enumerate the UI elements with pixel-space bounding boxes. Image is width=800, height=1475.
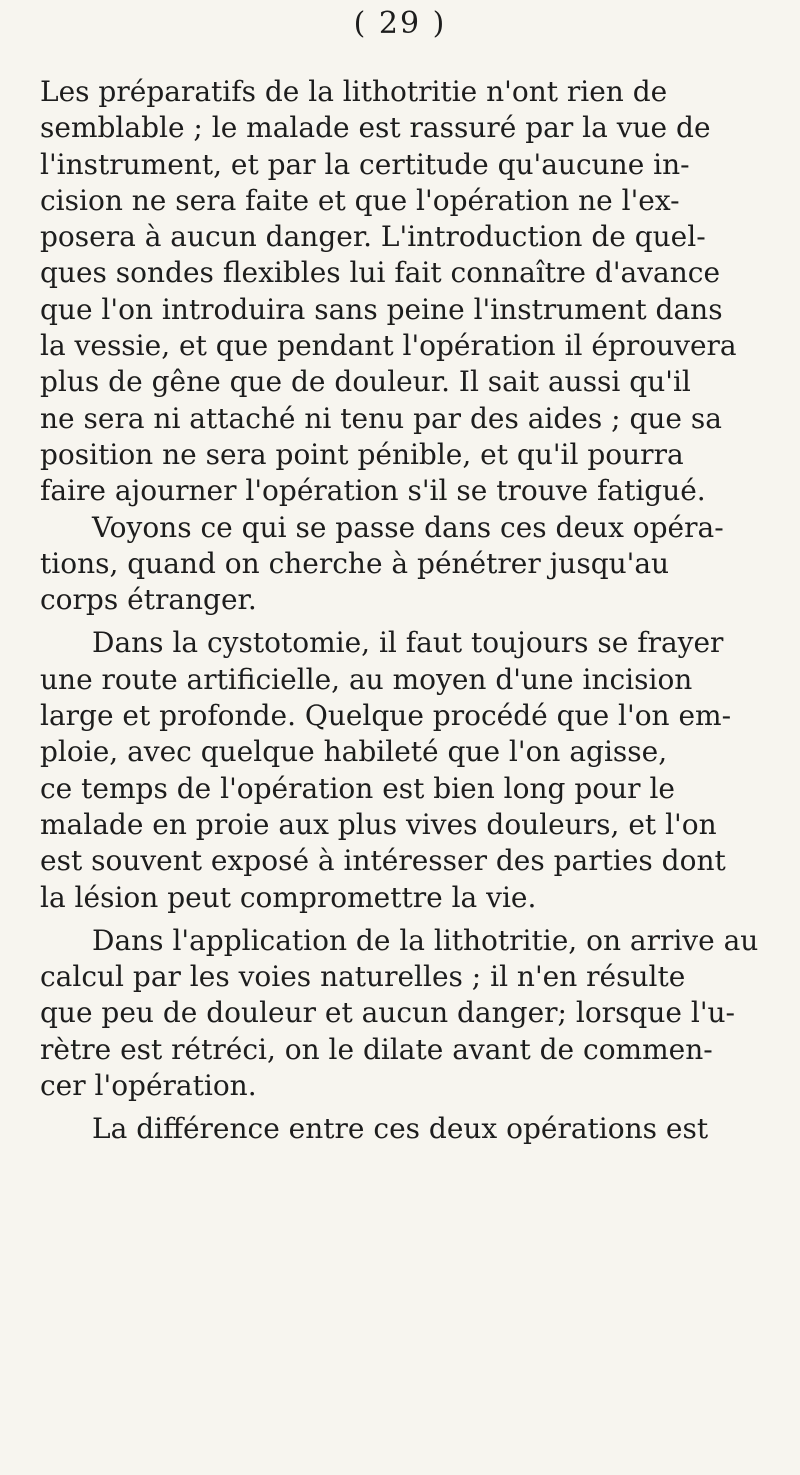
paragraph-1 [40, 74, 760, 510]
text-line: calcul par les voies naturelles ; il n'en résulte [40, 960, 686, 994]
text-line: tions, quand on cherche à pénétrer jusqu'au [40, 546, 670, 580]
paragraph-spacer [40, 916, 760, 923]
text-line: que peu de douleur et aucun danger; lorsque l'u- [40, 996, 736, 1030]
text-line: corps étranger. [40, 583, 257, 617]
text-line: l'instrument, et par la certitude qu'aucune in- [40, 147, 690, 181]
paragraph-5 [40, 1111, 760, 1147]
text-line: cision ne sera faite et que l'opération ne l'ex- [40, 183, 680, 217]
page-number: ( 29 ) [353, 6, 447, 41]
text-line: ploie, avec quelque habileté que l'on agisse, [40, 735, 668, 769]
text-line: une route artificielle, au moyen d'une incision [40, 662, 693, 696]
text-line: ce temps de l'opération est bien long pour le [40, 771, 675, 805]
text-line: rètre est rétréci, on le dilate avant de commen- [40, 1032, 713, 1066]
text-line: Dans l'application de la lithotritie, on arrive au [92, 923, 759, 957]
text-line: que l'on introduira sans peine l'instrument dans [40, 292, 723, 326]
paragraph-2 [40, 510, 760, 619]
paragraph-spacer [40, 618, 760, 625]
text-line: semblable ; le malade est rassuré par la vue de [40, 111, 711, 145]
text-line: Les préparatifs de la lithotritie n'ont rien de [40, 75, 668, 108]
paragraph-3 [40, 625, 760, 915]
body-text [40, 74, 760, 1148]
text-line: faire ajourner l'opération s'il se trouve fatigué. [40, 474, 706, 508]
text-line: posera à aucun danger. L'introduction de quel- [40, 220, 706, 254]
text-line: large et profonde. Quelque procédé que l'on em- [40, 699, 732, 733]
text-line: Voyons ce qui se passe dans ces deux opéra- [92, 510, 724, 544]
text-line: malade en proie aux plus vives douleurs, et l'on [40, 807, 717, 841]
text-line: ne sera ni attaché ni tenu par des aides ; que sa [40, 401, 722, 435]
text-line: la lésion peut compromettre la vie. [40, 880, 537, 914]
text-line: est souvent exposé à intéresser des parties dont [40, 844, 726, 878]
text-line: la vessie, et que pendant l'opération il éprouvera [40, 329, 737, 363]
text-line: plus de gêne que de douleur. Il sait aussi qu'il [40, 365, 691, 399]
paragraph-spacer [40, 1104, 760, 1111]
text-line: cer l'opération. [40, 1069, 257, 1103]
paragraph-4 [40, 923, 760, 1104]
text-line: ques sondes flexibles lui fait connaître d'avance [40, 256, 721, 290]
text-line: La différence entre ces deux opérations est [92, 1112, 709, 1146]
text-line: position ne sera point pénible, et qu'il pourra [40, 437, 684, 471]
text-line: Dans la cystotomie, il faut toujours se frayer [92, 626, 724, 660]
